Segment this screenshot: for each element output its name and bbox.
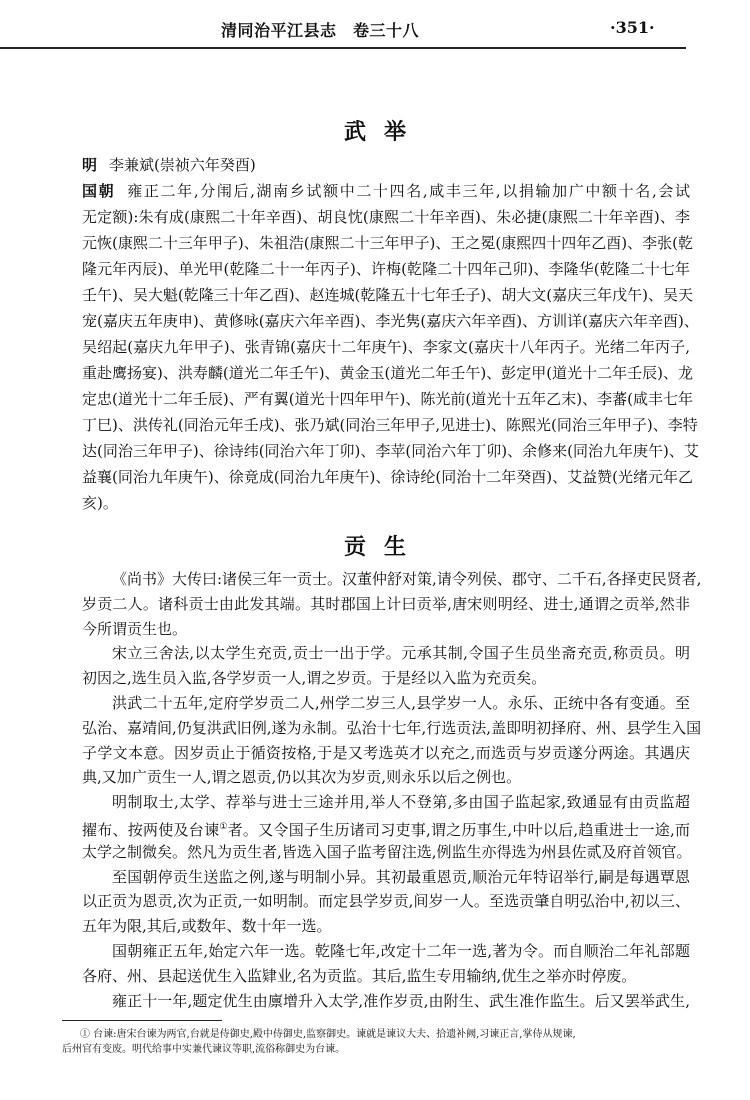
gongsheng-text: [82, 566, 702, 1012]
text-line: [82, 839, 690, 864]
text-line: [82, 566, 702, 591]
line-text: 初因之,选生员入监,各学岁贡一人,谓之岁贡。于是经以入监为充贡矣。: [82, 669, 547, 688]
text-line: [82, 616, 690, 641]
footnote-marker[interactable]: ①: [219, 821, 228, 832]
line-text: 宋立三舍法,以太学生充贡,贡士一出于学。元承其制,令国子生员坐斋充贡,称贡员。明: [112, 644, 690, 663]
text-line: [82, 764, 690, 789]
footnote-line: 后州官有变废。明代给事中实兼代谏议等职,流俗称御史为台谏。: [62, 1044, 346, 1055]
text-line: [82, 814, 690, 839]
entry-text: 雍正二年,分闱后,湖南乡试额中二十四名,咸丰三年,以捐输加广中额十名,会试: [127, 182, 690, 200]
dynasty-label: 国朝: [82, 182, 116, 200]
text-line: 丁巳)、洪传礼(同治元年壬戌)、张乃斌(同治三年甲子,见进士)、陈熙光(同治三年甲子)、李特: [82, 416, 698, 434]
text-line: [82, 864, 690, 889]
footnote-line: ① 台谏:唐宋台谏为两官,台就是侍御史,殿中侍御史,监察御史。谏就是谏议大夫、拾遗补阙,习谏正言,掌侍从规谏,: [80, 1029, 576, 1040]
text-line: [82, 740, 690, 765]
entry-text: 李兼斌(崇祯六年癸酉): [109, 156, 256, 174]
footnote: [62, 1027, 662, 1057]
text-line: 元恢(康熙二十三年甲子)、朱祖浩(康熙二十三年甲子)、王之冕(康熙四十四年乙酉)、李张(乾: [82, 234, 693, 252]
section-title-wuju: 武举: [343, 119, 424, 145]
header-rule: [0, 47, 686, 49]
page-number: ·351·: [610, 18, 655, 37]
text-line: 吴绍起(嘉庆九年甲子)、张青锦(嘉庆十二年庚午)、李家文(嘉庆十八年丙子。光绪二年丙子,: [82, 338, 690, 356]
line-text: 各府、州、县起送优生入监肄业,名为贡监。其后,监生专用输纳,优生之举亦时停废。: [82, 966, 637, 985]
ming-entry: [82, 152, 690, 178]
line-text: 洪武二十五年,定府学岁贡二人,州学二岁三人,县学岁一人。永乐、正统中各有变通。至: [112, 693, 690, 712]
text-line: [82, 640, 690, 665]
text-line: [82, 591, 690, 616]
line-text: 雍正十一年,题定优生由廪增升入太学,准作岁贡,由附生、武生准作监生。后又罢举武生,: [112, 991, 690, 1010]
text-line: 重赴鹰扬宴)、洪寿麟(道光二年壬午)、黄金玉(道光二年壬午)、彭定甲(道光十二年壬辰)、龙: [82, 364, 693, 382]
line-text: 者。又令国子生历诸司习吏事,谓之历事生,中叶以后,趋重进士一途,而: [227, 820, 690, 839]
text-line: 定忠(道光十二年壬辰)、严有翼(道光十四年甲午)、陈光前(道光十五年乙末)、李蕃(咸丰七年: [82, 390, 693, 408]
text-line: [82, 963, 690, 988]
line-text: 至国朝停贡生送监之例,遂与明制小异。其初最重恩贡,顺治元年特诏举行,嗣是每遇覃恩: [112, 867, 690, 886]
text-line: [82, 715, 702, 740]
text-line: [82, 665, 690, 690]
line-text: 国朝雍正五年,始定六年一选。乾隆七年,改定十二年一选,著为令。而自顺治二年礼部题: [112, 941, 690, 960]
text-line: 壬午)、吴大魁(乾隆三十年乙酉)、赵连城(乾隆五十七年壬子)、胡大文(嘉庆三年戊午)、吴天: [82, 286, 693, 304]
dynasty-label: 明: [82, 156, 98, 174]
line-text: 太学之制微矣。然凡为贡生者,皆选入国子监考留注选,例监生亦得选为州县佐贰及府首领官。: [82, 842, 692, 861]
line-text: 以正贡为恩贡,次为正贡,一如明制。而定县学岁贡,间岁一人。至选贡肇自明弘治中,初以三、: [82, 892, 690, 911]
text-line: 达(同治三年甲子)、徐诗纬(同治六年丁卯)、李苹(同治六年丁卯)、余修来(同治九年庚午)、艾: [82, 442, 699, 460]
text-line: 隆元年丙辰)、单光甲(乾隆二十一年丙子)、许梅(乾隆二十四年己卯)、李隆华(乾隆二十七年: [82, 260, 690, 278]
text-line: 无定额):朱有成(康熙二十年辛酉)、胡良忱(康熙二十年辛酉)、朱必捷(康熙二十年辛酉)、李: [82, 208, 690, 226]
text-line: 益襄(同治九年庚午)、徐竟成(同治九年庚午)、徐诗纶(同治十二年癸酉)、艾益赞(光绪元年乙: [82, 468, 693, 486]
text-line: [82, 988, 690, 1013]
line-text: 子学文本意。因岁贡止于循资按格,于是又考选英才以充之,而选贡与岁贡遂分两途。其遇庆: [82, 743, 690, 762]
text-line: [82, 913, 690, 938]
text-line: [82, 789, 690, 814]
section-title-gongsheng: 贡生: [343, 534, 424, 560]
text-line: [82, 938, 690, 963]
line-text: 岁贡二人。诸科贡士由此发其端。其时郡国上计曰贡举,唐宋则明经、进士,通谓之贡举,然非: [82, 594, 690, 613]
footnote-rule: [62, 1020, 222, 1021]
line-text: 弘治、嘉靖间,仍复洪武旧例,遂为永制。弘治十七年,行选贡法,盖即明初择府、州、县学生入国: [82, 718, 702, 737]
guochao-entry: [82, 178, 690, 204]
line-text: 明制取士,太学、荐举与进士三途并用,举人不登第,多由国子监起家,致通显有由贡监超: [112, 793, 690, 812]
wuju-list: [82, 152, 699, 516]
line-text: 五年为限,其后,或数年、数十年一选。: [82, 917, 332, 936]
line-text: 典,又加广贡生一人,谓之恩贡,仍以其次为岁贡,则永乐以后之例也。: [82, 768, 522, 787]
text-line: [82, 690, 690, 715]
text-line: [82, 888, 690, 913]
line-text: 《尚书》大传曰:诸侯三年一贡士。汉董仲舒对策,请令列侯、郡守、二千石,各择吏民贤者,: [112, 570, 702, 588]
line-text: 擢布、按两使及台谏: [82, 820, 220, 839]
text-line: 宠(嘉庆五年庚申)、黄修咏(嘉庆六年辛酉)、李光隽(嘉庆六年辛酉)、方训详(嘉庆六年辛酉)、: [82, 312, 699, 330]
book-title: 清同治平江县志 卷三十八: [220, 21, 419, 40]
text-line: 亥)。: [82, 494, 118, 512]
line-text: 今所谓贡生也。: [82, 619, 188, 638]
